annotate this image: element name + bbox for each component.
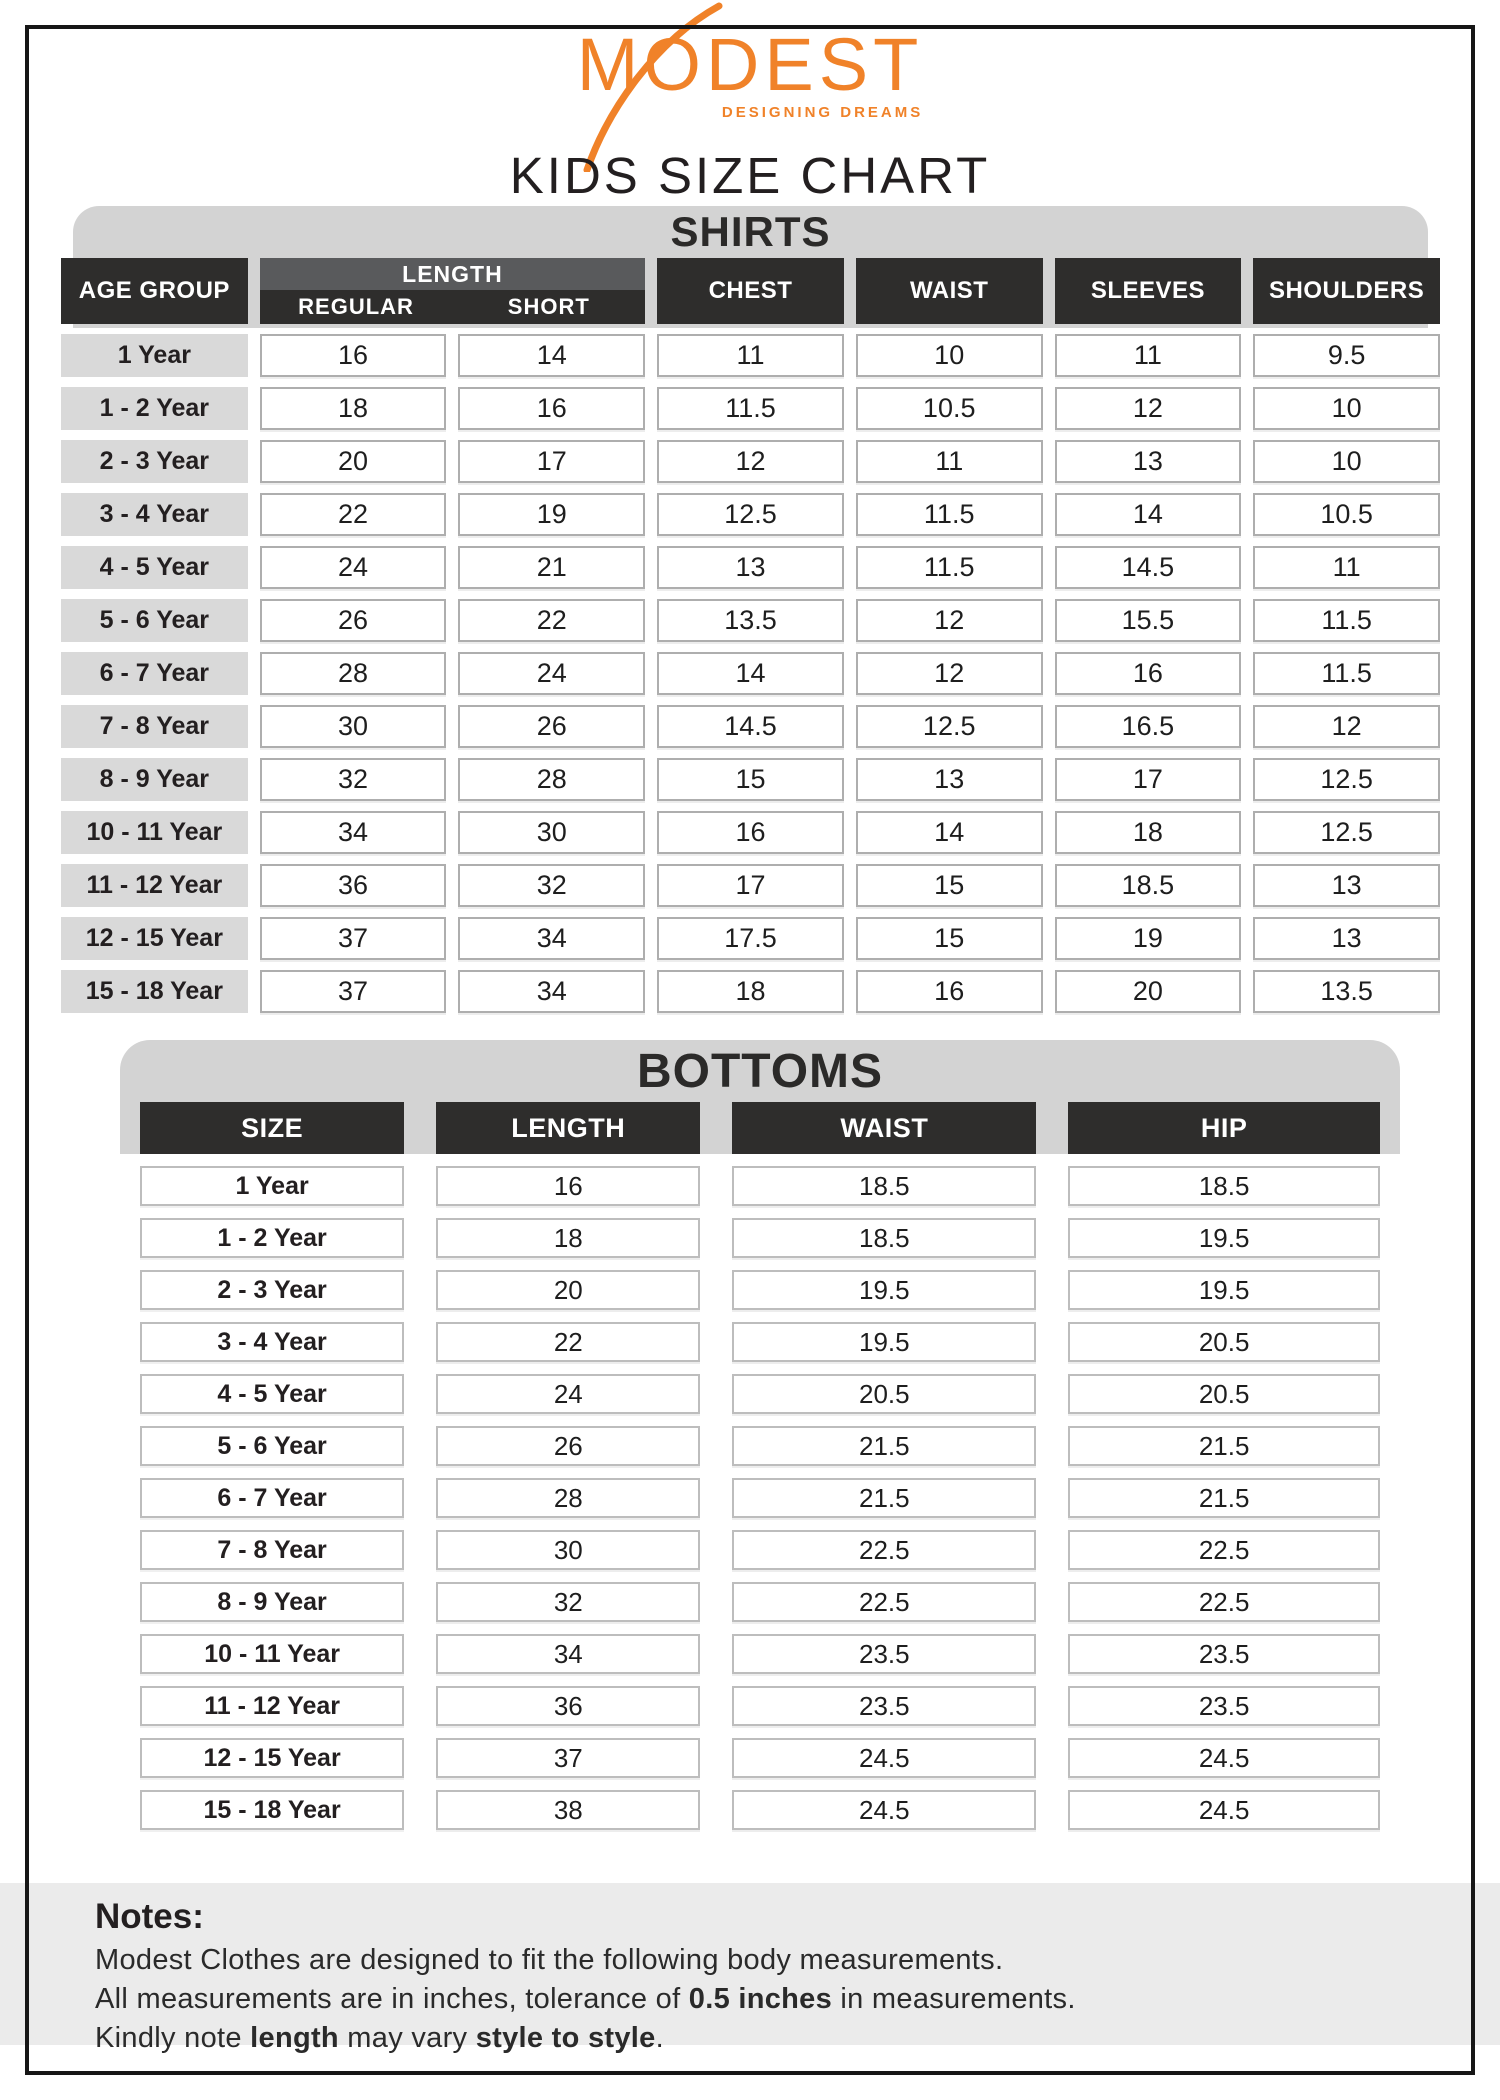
shirts-age-cell: 11 - 12 Year	[61, 864, 248, 907]
bottoms-value-cell: 24.5	[1068, 1738, 1380, 1778]
bottoms-size-cell: 2 - 3 Year	[140, 1270, 404, 1310]
bottoms-col-hip: HIP	[1068, 1102, 1380, 1154]
shirts-value-cell: 20	[1055, 970, 1242, 1013]
bottoms-value-cell: 20.5	[1068, 1374, 1380, 1414]
shirts-value-cell: 16	[657, 811, 844, 854]
shirts-value-cell: 10	[856, 334, 1043, 377]
shirts-age-cell: 6 - 7 Year	[61, 652, 248, 695]
notes-line-3: Kindly note length may vary style to style.	[95, 2022, 664, 2054]
shirts-value-cell: 22	[458, 599, 645, 642]
shirts-value-cell: 34	[458, 970, 645, 1013]
shirts-value-cell: 26	[458, 705, 645, 748]
shirts-value-cell: 34	[458, 917, 645, 960]
shirts-col-chest: CHEST	[657, 258, 844, 324]
shirts-age-cell: 2 - 3 Year	[61, 440, 248, 483]
bottoms-row	[120, 1478, 1400, 1518]
shirts-value-cell: 12	[1055, 387, 1242, 430]
shirts-value-cell: 14	[856, 811, 1043, 854]
shirts-value-cell: 16	[1055, 652, 1242, 695]
shirts-value-cell: 11	[856, 440, 1043, 483]
bottoms-value-cell: 26	[436, 1426, 700, 1466]
bottoms-size-cell: 10 - 11 Year	[140, 1634, 404, 1674]
bottoms-value-cell: 23.5	[1068, 1686, 1380, 1726]
shirts-value-cell: 15	[856, 917, 1043, 960]
bottoms-value-cell: 23.5	[732, 1634, 1036, 1674]
bottoms-value-cell: 38	[436, 1790, 700, 1830]
bottoms-col-waist: WAIST	[732, 1102, 1036, 1154]
bottoms-section	[120, 1040, 1400, 1830]
bottoms-row	[120, 1634, 1400, 1674]
shirts-col-waist: WAIST	[856, 258, 1043, 324]
shirts-age-cell: 10 - 11 Year	[61, 811, 248, 854]
bottoms-table-body	[120, 1166, 1400, 1830]
shirts-col-sleeves: SLEEVES	[1055, 258, 1242, 324]
shirts-value-cell: 14	[657, 652, 844, 695]
brand-logo-text: MODEST	[576, 23, 924, 106]
shirts-value-cell: 13	[1253, 864, 1440, 907]
shirts-value-cell: 37	[260, 970, 447, 1013]
shirts-row	[61, 970, 1440, 1013]
bottoms-col-length: LENGTH	[436, 1102, 700, 1154]
bottoms-size-cell: 8 - 9 Year	[140, 1582, 404, 1622]
bottoms-size-cell: 6 - 7 Year	[140, 1478, 404, 1518]
shirts-value-cell: 13.5	[657, 599, 844, 642]
shirts-value-cell: 12	[1253, 705, 1440, 748]
shirts-value-cell: 15.5	[1055, 599, 1242, 642]
shirts-value-cell: 10	[1253, 387, 1440, 430]
bottoms-row	[120, 1218, 1400, 1258]
shirts-value-cell: 11.5	[657, 387, 844, 430]
shirts-value-cell: 10	[1253, 440, 1440, 483]
shirts-age-cell: 1 Year	[61, 334, 248, 377]
bottoms-value-cell: 20.5	[732, 1374, 1036, 1414]
shirts-value-cell: 11	[657, 334, 844, 377]
bottoms-row	[120, 1790, 1400, 1830]
shirts-col-length-label: LENGTH	[260, 258, 645, 290]
notes-section	[0, 1883, 1500, 2054]
shirts-value-cell: 14	[458, 334, 645, 377]
shirts-value-cell: 12.5	[1253, 758, 1440, 801]
shirts-header-row	[61, 258, 1440, 324]
bottoms-value-cell: 22.5	[1068, 1530, 1380, 1570]
bottoms-size-cell: 15 - 18 Year	[140, 1790, 404, 1830]
shirts-value-cell: 12	[657, 440, 844, 483]
shirts-col-short: SHORT	[507, 294, 590, 319]
shirts-row	[61, 705, 1440, 748]
shirts-value-cell: 22	[260, 493, 447, 536]
shirts-value-cell: 12	[856, 599, 1043, 642]
bottoms-value-cell: 30	[436, 1530, 700, 1570]
bottoms-value-cell: 19.5	[732, 1270, 1036, 1310]
shirts-age-cell: 8 - 9 Year	[61, 758, 248, 801]
bottoms-value-cell: 19.5	[1068, 1270, 1380, 1310]
bottoms-size-cell: 11 - 12 Year	[140, 1686, 404, 1726]
shirts-value-cell: 36	[260, 864, 447, 907]
shirts-age-cell: 1 - 2 Year	[61, 387, 248, 430]
shirts-value-cell: 24	[458, 652, 645, 695]
notes-line-2: All measurements are in inches, tolerance of 0.5 inches in measurements.	[95, 1983, 1076, 2015]
bottoms-value-cell: 32	[436, 1582, 700, 1622]
shirts-value-cell: 28	[260, 652, 447, 695]
shirts-value-cell: 32	[458, 864, 645, 907]
shirts-value-cell: 13	[1253, 917, 1440, 960]
shirts-value-cell: 17.5	[657, 917, 844, 960]
shirts-value-cell: 26	[260, 599, 447, 642]
shirts-row	[61, 917, 1440, 960]
shirts-value-cell: 14	[1055, 493, 1242, 536]
bottoms-size-cell: 1 - 2 Year	[140, 1218, 404, 1258]
shirts-age-cell: 15 - 18 Year	[61, 970, 248, 1013]
shirts-value-cell: 11.5	[1253, 652, 1440, 695]
shirts-value-cell: 18.5	[1055, 864, 1242, 907]
bottoms-header-row	[120, 1102, 1400, 1154]
bottoms-value-cell: 21.5	[1068, 1426, 1380, 1466]
bottoms-size-cell: 4 - 5 Year	[140, 1374, 404, 1414]
shirts-value-cell: 16.5	[1055, 705, 1242, 748]
bottoms-size-cell: 1 Year	[140, 1166, 404, 1206]
shirts-value-cell: 12.5	[1253, 811, 1440, 854]
shirts-age-cell: 4 - 5 Year	[61, 546, 248, 589]
shirts-value-cell: 19	[1055, 917, 1242, 960]
bottoms-col-size: SIZE	[140, 1102, 404, 1154]
bottoms-value-cell: 18	[436, 1218, 700, 1258]
bottoms-value-cell: 23.5	[732, 1686, 1036, 1726]
shirts-value-cell: 10.5	[1253, 493, 1440, 536]
bottoms-row	[120, 1686, 1400, 1726]
shirts-age-cell: 5 - 6 Year	[61, 599, 248, 642]
bottoms-value-cell: 19.5	[1068, 1218, 1380, 1258]
shirts-value-cell: 12.5	[657, 493, 844, 536]
shirts-value-cell: 18	[657, 970, 844, 1013]
bottoms-value-cell: 24.5	[1068, 1790, 1380, 1830]
bottoms-section-title: BOTTOMS	[636, 1044, 884, 1098]
shirts-value-cell: 14.5	[1055, 546, 1242, 589]
shirts-section	[61, 206, 1440, 1013]
bottoms-size-cell: 7 - 8 Year	[140, 1530, 404, 1570]
shirts-value-cell: 11.5	[856, 493, 1043, 536]
shirts-section-title: SHIRTS	[670, 208, 831, 255]
bottoms-value-cell: 18.5	[1068, 1166, 1380, 1206]
bottoms-size-cell: 12 - 15 Year	[140, 1738, 404, 1778]
bottoms-value-cell: 28	[436, 1478, 700, 1518]
shirts-table-body	[61, 334, 1440, 1013]
bottoms-row	[120, 1582, 1400, 1622]
bottoms-value-cell: 18.5	[732, 1166, 1036, 1206]
shirts-value-cell: 12.5	[856, 705, 1043, 748]
bottoms-value-cell: 21.5	[732, 1478, 1036, 1518]
bottoms-row	[120, 1322, 1400, 1362]
bottoms-value-cell: 22.5	[1068, 1582, 1380, 1622]
shirts-value-cell: 14.5	[657, 705, 844, 748]
shirts-value-cell: 10.5	[856, 387, 1043, 430]
shirts-col-regular: REGULAR	[298, 294, 414, 319]
notes-heading: Notes:	[95, 1897, 204, 1936]
shirts-value-cell: 13	[856, 758, 1043, 801]
shirts-value-cell: 9.5	[1253, 334, 1440, 377]
bottoms-value-cell: 34	[436, 1634, 700, 1674]
shirts-value-cell: 13.5	[1253, 970, 1440, 1013]
shirts-row	[61, 387, 1440, 430]
bottoms-value-cell: 21.5	[732, 1426, 1036, 1466]
bottoms-value-cell: 22.5	[732, 1530, 1036, 1570]
shirts-value-cell: 37	[260, 917, 447, 960]
shirts-value-cell: 11.5	[1253, 599, 1440, 642]
shirts-value-cell: 34	[260, 811, 447, 854]
page-title: KIDS SIZE CHART	[509, 147, 991, 204]
shirts-value-cell: 13	[657, 546, 844, 589]
shirts-value-cell: 17	[657, 864, 844, 907]
shirts-value-cell: 11.5	[856, 546, 1043, 589]
bottoms-row	[120, 1426, 1400, 1466]
shirts-row	[61, 864, 1440, 907]
shirts-row	[61, 546, 1440, 589]
shirts-value-cell: 32	[260, 758, 447, 801]
shirts-value-cell: 18	[260, 387, 447, 430]
shirts-value-cell: 19	[458, 493, 645, 536]
bottoms-row	[120, 1738, 1400, 1778]
shirts-value-cell: 30	[260, 705, 447, 748]
bottoms-value-cell: 22.5	[732, 1582, 1036, 1622]
shirts-value-cell: 28	[458, 758, 645, 801]
shirts-value-cell: 30	[458, 811, 645, 854]
shirts-row	[61, 440, 1440, 483]
bottoms-row	[120, 1166, 1400, 1206]
shirts-age-cell: 3 - 4 Year	[61, 493, 248, 536]
shirts-value-cell: 15	[657, 758, 844, 801]
shirts-row	[61, 758, 1440, 801]
bottoms-value-cell: 23.5	[1068, 1634, 1380, 1674]
shirts-row	[61, 334, 1440, 377]
shirts-row	[61, 599, 1440, 642]
bottoms-value-cell: 37	[436, 1738, 700, 1778]
bottoms-value-cell: 20.5	[1068, 1322, 1380, 1362]
shirts-row	[61, 811, 1440, 854]
bottoms-value-cell: 20	[436, 1270, 700, 1310]
shirts-row	[61, 493, 1440, 536]
shirts-col-length	[260, 258, 645, 324]
shirts-value-cell: 24	[260, 546, 447, 589]
shirts-value-cell: 21	[458, 546, 645, 589]
bottoms-row	[120, 1530, 1400, 1570]
shirts-value-cell: 11	[1055, 334, 1242, 377]
shirts-value-cell: 13	[1055, 440, 1242, 483]
notes-line-1: Modest Clothes are designed to fit the following body measurements.	[95, 1944, 1004, 1976]
shirts-value-cell: 12	[856, 652, 1043, 695]
bottoms-value-cell: 16	[436, 1166, 700, 1206]
bottoms-value-cell: 21.5	[1068, 1478, 1380, 1518]
shirts-col-age-group: AGE GROUP	[61, 258, 248, 324]
bottoms-value-cell: 24	[436, 1374, 700, 1414]
shirts-row	[61, 652, 1440, 695]
shirts-age-cell: 7 - 8 Year	[61, 705, 248, 748]
shirts-age-cell: 12 - 15 Year	[61, 917, 248, 960]
bottoms-row	[120, 1270, 1400, 1310]
bottoms-row	[120, 1374, 1400, 1414]
shirts-value-cell: 20	[260, 440, 447, 483]
bottoms-value-cell: 22	[436, 1322, 700, 1362]
shirts-col-shoulders: SHOULDERS	[1253, 258, 1440, 324]
bottoms-value-cell: 36	[436, 1686, 700, 1726]
bottoms-size-cell: 3 - 4 Year	[140, 1322, 404, 1362]
brand-logo	[0, 23, 1500, 122]
shirts-value-cell: 16	[260, 334, 447, 377]
bottoms-value-cell: 19.5	[732, 1322, 1036, 1362]
shirts-value-cell: 16	[458, 387, 645, 430]
bottoms-size-cell: 5 - 6 Year	[140, 1426, 404, 1466]
shirts-value-cell: 17	[458, 440, 645, 483]
shirts-value-cell: 11	[1253, 546, 1440, 589]
shirts-value-cell: 16	[856, 970, 1043, 1013]
shirts-value-cell: 18	[1055, 811, 1242, 854]
bottoms-value-cell: 18.5	[732, 1218, 1036, 1258]
shirts-value-cell: 17	[1055, 758, 1242, 801]
shirts-value-cell: 15	[856, 864, 1043, 907]
bottoms-value-cell: 24.5	[732, 1738, 1036, 1778]
bottoms-value-cell: 24.5	[732, 1790, 1036, 1830]
brand-tagline: DESIGNING DREAMS	[721, 104, 924, 121]
